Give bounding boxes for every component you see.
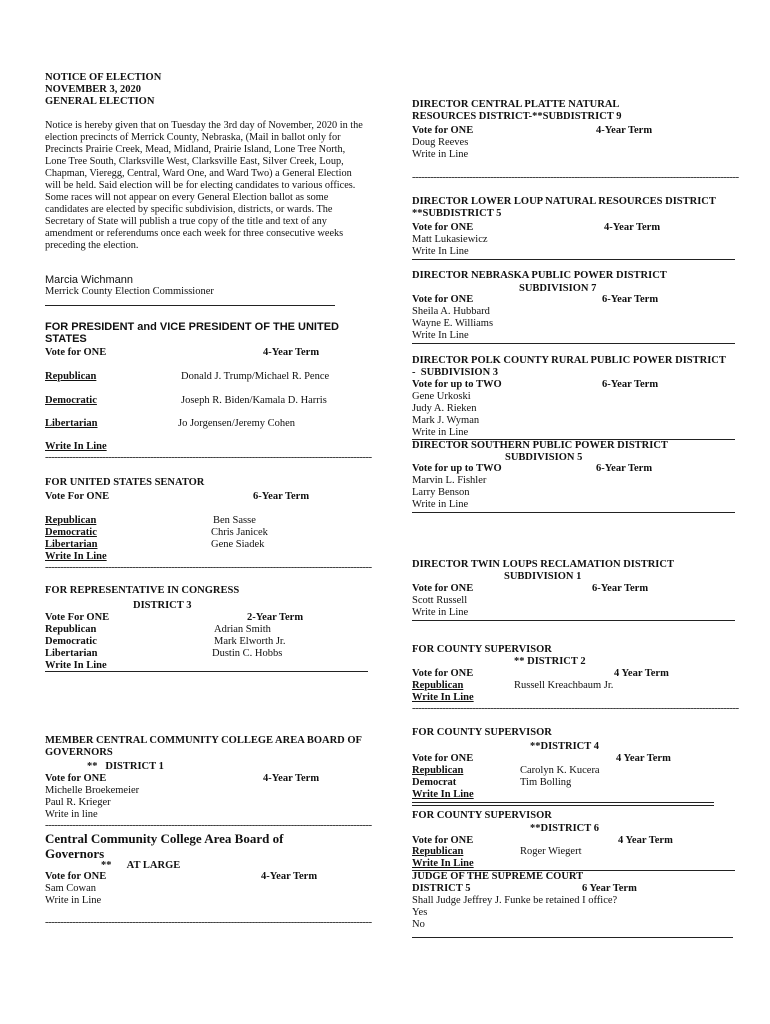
divider xyxy=(412,259,735,260)
party-label: Libertarian xyxy=(45,648,98,659)
notice-title xyxy=(45,72,161,108)
party-label: Republican xyxy=(45,371,97,382)
candidate-name: Russell Kreachbaum Jr. xyxy=(514,680,614,691)
vote-instruction: Vote for ONE xyxy=(45,773,107,784)
notice-body: Notice is hereby given that on Tuesday the 3rd day of November, 2020 in the election precincts of Merrick County, Nebraska, (Mail in ballot only for Precincts Prairie Creek, Mead, Midland, Prairie Island, Lone Tree North, Lone Tree South, Clarksville West, Clarksville East, Silver Creek, Loup, Chapman, Vieregg, Central, Ward One, and Ward Two) a General Election will be held. Said election will be for electing candidates to various offices. Some races will not appear on every General Election ballot as some candidates are elected by specific subdivision, districts, or wards. The Secretary of State will publish a true copy of the title and text of any amendment or referendums once each week for three consecutive weeks preceding the election. xyxy=(45,120,363,251)
representative-district: DISTRICT 3 xyxy=(133,600,192,611)
candidate-name: Marvin L. Fishler xyxy=(412,475,487,486)
cpnrd-vote-row xyxy=(412,125,712,137)
term-label: 6-Year Term xyxy=(253,491,310,502)
vote-instruction: Vote for ONE xyxy=(45,871,107,882)
sup4-row xyxy=(412,777,732,789)
party-label: Libertarian xyxy=(45,539,98,550)
term-label: 4-Year Term xyxy=(263,773,320,784)
divider xyxy=(45,671,368,672)
sup2-district: ** DISTRICT 2 xyxy=(514,656,586,667)
ccc-large-vote-row xyxy=(45,871,345,883)
write-in-line: Write in line xyxy=(45,809,98,820)
sup4-heading: FOR COUNTY SUPERVISOR xyxy=(412,727,552,738)
president-heading: FOR PRESIDENT and VICE PRESIDENT OF THE UNITED STATES xyxy=(45,321,339,345)
candidate-name: Wayne E. Williams xyxy=(412,318,494,329)
term-label: 4 Year Term xyxy=(616,753,671,764)
write-in-line: Write in Line xyxy=(45,895,102,906)
judge-district-row xyxy=(412,883,712,895)
write-in-line: Write In Line xyxy=(412,330,469,341)
president-row xyxy=(45,418,365,430)
notice-title-line: NOTICE OF ELECTION xyxy=(45,72,162,83)
candidate-name: Jo Jorgensen/Jeremy Cohen xyxy=(178,418,296,429)
signer-name: Marcia Wichmann xyxy=(45,274,134,286)
vote-instruction: Vote for ONE xyxy=(412,222,474,233)
write-in-line: Write in Line xyxy=(412,149,469,160)
candidate-name: Michelle Broekemeier xyxy=(45,785,140,796)
senator-row xyxy=(45,515,365,527)
sup6-heading: FOR COUNTY SUPERVISOR xyxy=(412,810,552,821)
candidate-name: Matt Lukasiewicz xyxy=(412,234,488,245)
llnrd-heading: DIRECTOR LOWER LOUP NATURAL RESOURCES DISTRICT **SUBDISTRICT 5 xyxy=(412,196,716,219)
candidate-name: Doug Reeves xyxy=(412,137,469,148)
candidate-name: Ben Sasse xyxy=(213,515,256,526)
sup4-vote-row xyxy=(412,753,712,765)
polk-vote-row xyxy=(412,379,712,391)
sup6-district: **DISTRICT 6 xyxy=(530,823,599,834)
dashed-divider: ------------------------------------------------------------------------------------------------------------- xyxy=(45,820,372,831)
divider xyxy=(45,305,335,306)
candidate-name: Sheila A. Hubbard xyxy=(412,306,490,317)
vote-instruction: Vote For ONE xyxy=(45,612,110,623)
cpnrd-heading: DIRECTOR CENTRAL PLATTE NATURAL RESOURCES DISTRICT-**SUBDISTRICT 9 xyxy=(412,99,622,122)
divider xyxy=(412,937,733,938)
party-label: Democrat xyxy=(412,777,457,788)
party-label: Democratic xyxy=(45,636,97,647)
sppd-subdivision: SUBDIVISION 5 xyxy=(505,452,583,463)
write-in-line: Write in Line xyxy=(412,427,469,438)
representative-vote-row xyxy=(45,612,345,624)
vote-instruction: Vote For ONE xyxy=(45,491,110,502)
term-label: 6-Year Term xyxy=(602,294,659,305)
nppd-vote-row xyxy=(412,294,712,306)
representative-row xyxy=(45,624,365,636)
candidate-name: Tim Bolling xyxy=(520,777,572,788)
vote-instruction: Vote for ONE xyxy=(412,668,474,679)
candidate-name: Sam Cowan xyxy=(45,883,97,894)
ccc-d1-vote-row xyxy=(45,773,345,785)
write-in-line: Write In Line xyxy=(45,660,107,671)
representative-row xyxy=(45,636,365,648)
yes-option: Yes xyxy=(412,907,428,918)
signer-title: Merrick County Election Commissioner xyxy=(45,286,214,297)
candidate-name: Carolyn K. Kucera xyxy=(520,765,600,776)
twin-vote-row xyxy=(412,583,712,595)
judge-district: DISTRICT 5 xyxy=(412,883,471,894)
candidate-name: Paul R. Krieger xyxy=(45,797,111,808)
senator-row xyxy=(45,539,365,551)
candidate-name: Mark Elworth Jr. xyxy=(214,636,286,647)
representative-row xyxy=(45,648,365,660)
write-in-line: Write In Line xyxy=(412,246,469,257)
term-label: 4-Year Term xyxy=(263,347,320,358)
divider xyxy=(412,343,735,344)
candidate-name: Mark J. Wyman xyxy=(412,415,480,426)
vote-instruction: Vote for ONE xyxy=(45,347,107,358)
party-label: Libertarian xyxy=(45,418,98,429)
sup2-heading: FOR COUNTY SUPERVISOR xyxy=(412,644,552,655)
candidate-name: Scott Russell xyxy=(412,595,468,606)
party-label: Republican xyxy=(412,680,464,691)
vote-instruction: Vote for ONE xyxy=(412,835,474,846)
candidate-name: Larry Benson xyxy=(412,487,470,498)
vote-instruction: Vote for ONE xyxy=(412,125,474,136)
notice-election-type: GENERAL ELECTION xyxy=(45,96,155,107)
candidate-name: Donald J. Trump/Michael R. Pence xyxy=(181,371,330,382)
ccc-d1-district: ** DISTRICT 1 xyxy=(87,761,164,772)
ccc-large-district: ** AT LARGE xyxy=(101,860,181,871)
sup4-row xyxy=(412,765,732,777)
retention-question: Shall Judge Jeffrey J. Funke be retained I office? xyxy=(412,895,618,906)
write-in-line: Write In Line xyxy=(45,441,107,452)
sppd-heading: DIRECTOR SOUTHERN PUBLIC POWER DISTRICT xyxy=(412,440,668,451)
term-label: 6 Year Term xyxy=(582,883,637,894)
twin-subdivision: SUBDIVISION 1 xyxy=(504,571,582,582)
term-label: 4-Year Term xyxy=(596,125,653,136)
double-divider xyxy=(412,802,714,806)
notice-date: NOVEMBER 3, 2020 xyxy=(45,84,141,95)
dashed-divider: ------------------------------------------------------------------------------------------------------------- xyxy=(412,172,739,183)
president-row xyxy=(45,371,365,383)
vote-instruction: Vote for up to TWO xyxy=(412,463,502,474)
candidate-name: Dustin C. Hobbs xyxy=(212,648,283,659)
divider xyxy=(412,620,735,621)
senator-heading: FOR UNITED STATES SENATOR xyxy=(45,477,205,488)
vote-instruction: Vote for ONE xyxy=(412,583,474,594)
term-label: 4 Year Term xyxy=(614,668,669,679)
write-in-line: Write In Line xyxy=(45,551,107,562)
dashed-divider: ------------------------------------------------------------------------------------------------------------- xyxy=(45,917,372,928)
write-in-line: Write in Line xyxy=(412,607,469,618)
judge-heading: JUDGE OF THE SUPREME COURT xyxy=(412,871,584,882)
ccc-large-heading: Central Community College Area Board of Governors xyxy=(45,831,284,861)
president-row xyxy=(45,395,365,407)
candidate-name: Gene Urkoski xyxy=(412,391,471,402)
no-option: No xyxy=(412,919,425,930)
write-in-line: Write In Line xyxy=(412,858,474,869)
candidate-name: Joseph R. Biden/Kamala D. Harris xyxy=(181,395,327,406)
senator-vote-row xyxy=(45,491,345,503)
vote-instruction: Vote for ONE xyxy=(412,753,474,764)
polk-heading: DIRECTOR POLK COUNTY RURAL PUBLIC POWER DISTRICT - SUBDIVISION 3 xyxy=(412,355,731,378)
vote-instruction: Vote for ONE xyxy=(412,294,474,305)
party-label: Republican xyxy=(412,846,464,857)
divider xyxy=(412,512,735,513)
nppd-heading: DIRECTOR NEBRASKA PUBLIC POWER DISTRICT xyxy=(412,270,667,281)
nppd-subdivision: SUBDIVISION 7 xyxy=(519,283,597,294)
party-label: Republican xyxy=(45,515,97,526)
twin-heading: DIRECTOR TWIN LOUPS RECLAMATION DISTRICT xyxy=(412,559,674,570)
sppd-vote-row xyxy=(412,463,712,475)
term-label: 4-Year Term xyxy=(261,871,318,882)
dashed-divider: ------------------------------------------------------------------------------------------------------------- xyxy=(45,562,372,573)
write-in-line: Write in Line xyxy=(412,499,469,510)
candidate-name: Judy A. Rieken xyxy=(412,403,477,414)
party-label: Democratic xyxy=(45,395,97,406)
term-label: 4-Year Term xyxy=(604,222,661,233)
sup2-row xyxy=(412,680,732,692)
sup4-district: **DISTRICT 4 xyxy=(530,741,599,752)
term-label: 4 Year Term xyxy=(618,835,673,846)
write-in-line: Write In Line xyxy=(412,692,474,703)
ccc-d1-heading: MEMBER CENTRAL COMMUNITY COLLEGE AREA BOARD OF GOVERNORS xyxy=(45,735,362,758)
candidate-name: Chris Janicek xyxy=(211,527,268,538)
candidate-name: Adrian Smith xyxy=(214,624,271,635)
party-label: Republican xyxy=(412,765,464,776)
term-label: 6-Year Term xyxy=(602,379,659,390)
term-label: 6-Year Term xyxy=(592,583,649,594)
term-label: 2-Year Term xyxy=(247,612,304,623)
party-label: Democratic xyxy=(45,527,97,538)
dashed-divider: ------------------------------------------------------------------------------------------------------------- xyxy=(45,452,372,463)
representative-heading: FOR REPRESENTATIVE IN CONGRESS xyxy=(45,585,240,596)
dashed-divider: ------------------------------------------------------------------------------------------------------------- xyxy=(412,703,739,714)
sup6-row xyxy=(412,846,732,858)
write-in-line: Write In Line xyxy=(412,789,474,800)
candidate-name: Roger Wiegert xyxy=(520,846,582,857)
term-label: 6-Year Term xyxy=(596,463,653,474)
sup2-vote-row xyxy=(412,668,712,680)
party-label: Republican xyxy=(45,624,97,635)
candidate-name: Gene Siadek xyxy=(211,539,265,550)
llnrd-vote-row xyxy=(412,222,712,234)
vote-instruction: Vote for up to TWO xyxy=(412,379,502,390)
president-vote-row xyxy=(45,347,345,359)
senator-row xyxy=(45,527,365,539)
